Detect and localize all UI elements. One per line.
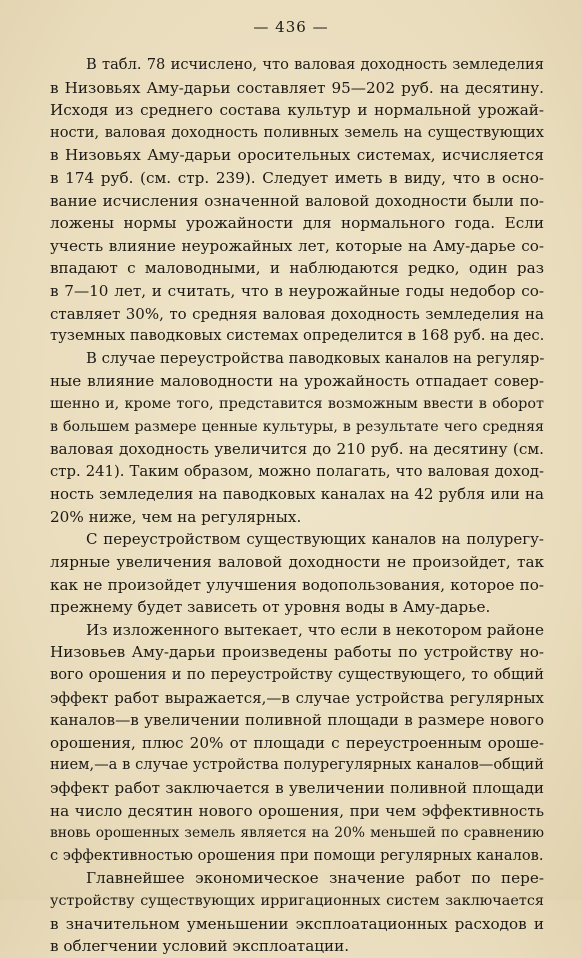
text-line: В случае переустройства паводковых каналов на регуляр- <box>86 349 545 367</box>
text-line: в значительном уменьшении эксплоатационных расходов и <box>50 914 544 933</box>
paragraph-2 <box>50 348 544 529</box>
text-line: Исходя из среднего состава культур и нормальной урожай- <box>50 101 544 120</box>
text-line: ные влияние маловодности на урожайность отпадает совер- <box>50 372 544 391</box>
text-line: стр. 241). Таким образом, можно полагать, что валовая доход- <box>50 462 544 480</box>
text-line: в облегчении условий эксплоатации. <box>50 937 350 956</box>
text-line: В табл. 78 исчислено, что валовая доходность земледелия <box>86 56 544 73</box>
page-number: — 436 — <box>253 18 329 36</box>
text-line: устройству существующих ирригационных систем заключается <box>50 892 544 909</box>
text-line: 20% ниже, чем на регулярных. <box>50 507 302 526</box>
text-line: валовая доходность увеличится до 210 руб. на десятину (см. <box>50 440 544 459</box>
text-line: в большем размере ценные культуры, в результате чего средняя <box>50 418 544 435</box>
text-line: эффект работ заключается в увеличении поливной площади <box>50 779 544 797</box>
text-line: каналов—в увеличении поливной площади в размере нового <box>50 711 544 730</box>
text-line: как не произойдет улучшения водопользования, которое по- <box>50 575 544 594</box>
text-line: прежнему будет зависеть от уровня воды в Аму-дарье. <box>50 598 491 617</box>
text-line: эффект работ выражается,—в случае устройства регулярных <box>50 688 544 707</box>
text-line: в Низовьях Аму-дарьи оросительных системах, исчисляется <box>50 146 544 165</box>
paragraph-1 <box>50 54 544 348</box>
paragraph-5 <box>50 867 544 957</box>
text-line: вого орошения и по переустройству существующего, то общий <box>50 666 544 684</box>
text-line: в Низовьях Аму-дарьи составляет 95—202 руб. на десятину. <box>50 78 544 97</box>
text-line: вание исчисления означенной валовой доходности были по- <box>50 191 544 210</box>
text-line: в 7—10 лет, и считать, что в неурожайные годы недобор со- <box>50 281 544 300</box>
text-line: ности, валовая доходность поливных земель на существующих <box>50 123 544 141</box>
text-line: на число десятин нового орошения, при чем эффективность <box>50 801 544 820</box>
text-line: Из изложенного вытекает, что если в некотором районе <box>86 620 544 639</box>
text-line: нием,—а в случае устройства полурегулярных каналов—общий <box>50 756 544 774</box>
text-line: ставляет 30%, то средняя валовая доходность земледелия на <box>50 304 544 323</box>
text-line: С переустройством существующих каналов на полурегу- <box>86 530 544 549</box>
text-line: в 174 руб. (см. стр. 239). Следует иметь в виду, что в осно- <box>50 168 544 187</box>
text-line: с эффективностью орошения при помощи регулярных каналов. <box>50 846 544 864</box>
paragraph-4 <box>50 619 544 868</box>
text-line: шенно и, кроме того, представится возможным ввести в оборот <box>50 395 544 412</box>
text-line: ложены нормы урожайности для нормального года. Если <box>50 214 544 233</box>
text-line: ность земледелия на паводковых каналах на 42 рубля или на <box>50 485 544 504</box>
text-line: орошения, плюс 20% от площади с переустроенным ороше- <box>50 733 544 752</box>
text-line: Низовьев Аму-дарьи произведены работы по устройству но- <box>50 643 544 662</box>
text-line: вновь орошенных земель является на 20% меньшей по сравнению <box>50 825 544 842</box>
text-line: учесть влияние неурожайных лет, которые на Аму-дарье со- <box>50 236 544 255</box>
text-line: впадают с маловодными, и наблюдаются редко, один раз <box>50 259 544 278</box>
paragraph-3 <box>50 528 544 618</box>
text-line: лярные увеличения валовой доходности не произойдет, так <box>50 553 544 572</box>
text-line: Главнейшее экономическое значение работ по пере- <box>86 869 544 888</box>
text-line: туземных паводковых системах определится в 168 руб. на дес. <box>50 327 545 345</box>
body-text <box>50 54 544 958</box>
